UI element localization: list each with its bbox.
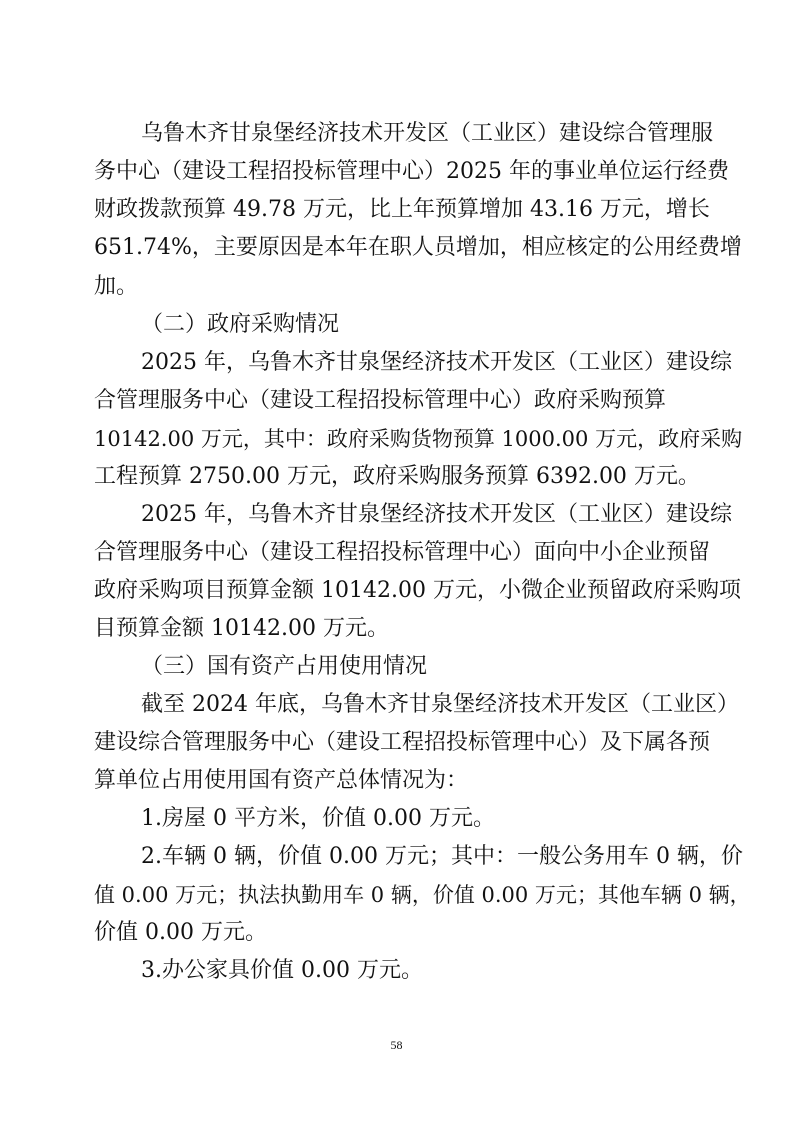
paragraph-4-line-1: 截至 2024 年底，乌鲁木齐甘泉堡经济技术开发区（工业区） [141,692,739,717]
paragraph-1-line-1: 乌鲁木齐甘泉堡经济技术开发区（工业区）建设综合管理服 [141,121,714,146]
paragraph-3-line-1: 2025 年，乌鲁木齐甘泉堡经济技术开发区（工业区）建设综 [141,502,732,527]
section-heading-government-procurement: （二）政府采购情况 [141,312,340,337]
list-item-vehicles-line-2: 值 0.00 万元；执法执勤用车 0 辆，价值 0.00 万元；其他车辆 0 辆， [94,883,751,907]
section-heading-state-assets: （三）国有资产占用使用情况 [141,654,428,679]
paragraph-1-line-3: 财政拨款预算 49.78 万元，比上年预算增加 43.16 万元，增长 [94,197,710,222]
paragraph-1-line-2: 务中心（建设工程招投标管理中心）2025 年的事业单位运行经费 [94,159,729,184]
paragraph-2-line-2: 合管理服务中心（建设工程招投标管理中心）政府采购预算 [94,388,667,413]
paragraph-3-line-4: 目预算金额 10142.00 万元。 [94,616,389,641]
paragraph-4-line-3: 算单位占用使用国有资产总体情况为： [94,768,469,793]
list-item-vehicles-line-1: 2.车辆 0 辆，价值 0.00 万元；其中：一般公务用车 0 辆，价 [141,844,743,869]
paragraph-1-line-5: 加。 [94,274,139,299]
list-item-vehicles-line-3: 价值 0.00 万元。 [94,920,267,945]
paragraph-2-line-4: 工程预算 2750.00 万元，政府采购服务预算 6392.00 万元。 [94,464,700,489]
paragraph-3-line-2: 合管理服务中心（建设工程招投标管理中心）面向中小企业预留 [94,540,711,565]
paragraph-4-line-2: 建设综合管理服务中心（建设工程招投标管理中心）及下属各预 [94,730,711,755]
paragraph-2-line-1: 2025 年，乌鲁木齐甘泉堡经济技术开发区（工业区）建设综 [141,350,732,375]
paragraph-2-line-3: 10142.00 万元，其中：政府采购货物预算 1000.00 万元，政府采购 [94,427,743,451]
paragraph-1-line-4: 651.74%，主要原因是本年在职人员增加，相应核定的公用经费增 [94,235,742,260]
paragraph-3-line-3: 政府采购项目预算金额 10142.00 万元，小微企业预留政府采购项 [94,578,741,603]
page-number: 58 [390,1038,403,1052]
list-item-office-furniture: 3.办公家具价值 0.00 万元。 [141,958,423,983]
list-item-housing: 1.房屋 0 平方米，价值 0.00 万元。 [141,806,495,831]
